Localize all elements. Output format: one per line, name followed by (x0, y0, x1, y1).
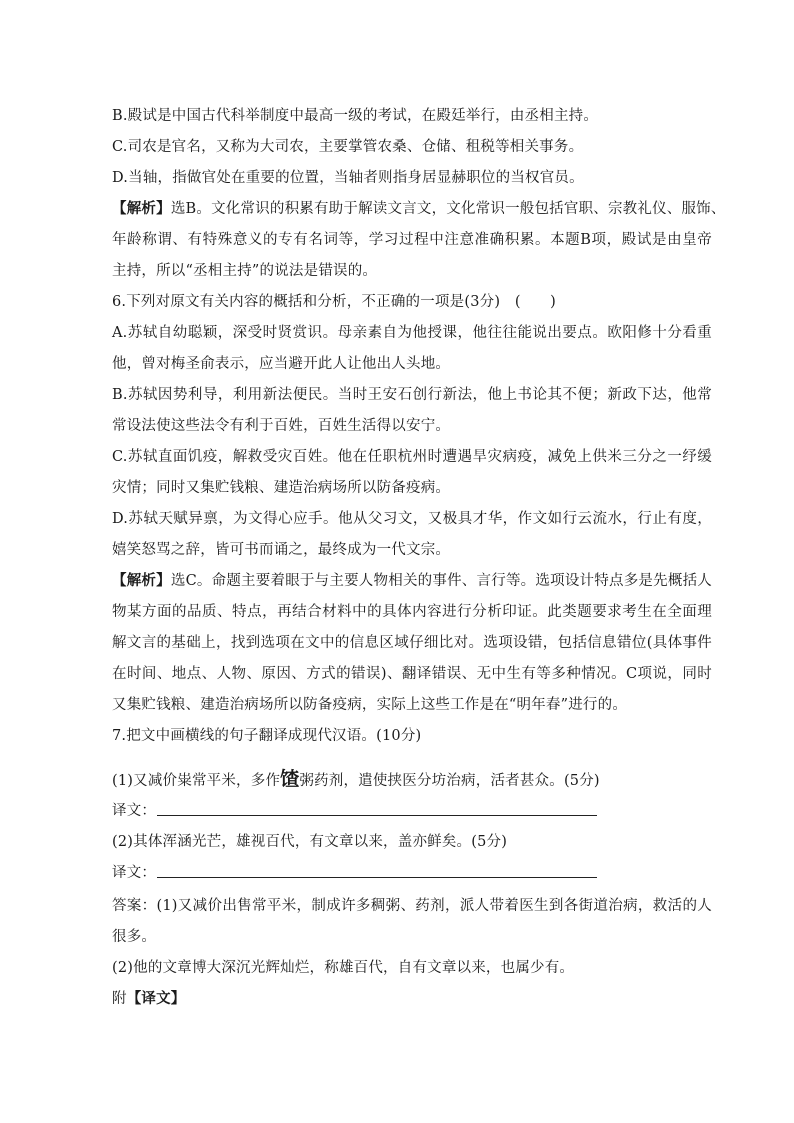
option-d-q5: D.当轴，指做官处在重要的位置，当轴者则指身居显赫职位的当权官员。 (112, 170, 584, 186)
answer-blank-2[interactable] (157, 877, 597, 878)
answer-q7-line3: (2)他的文章博大深沉光辉灿烂，称雄百代，自有文章以来，也属少有。 (112, 960, 575, 976)
option-b-q6-line2: 常设法使这些法令有利于百姓，百姓生活得以安宁。 (112, 418, 451, 434)
option-c-q6-line1: C.苏轼直面饥疫，解救受灾百姓。他在任职杭州时遭遇旱灾病疫，减免上供米三分之一纾缓 (112, 449, 712, 465)
translation-label-1: 译文： (112, 803, 157, 819)
appendix-tag: 【译文】 (126, 990, 186, 1007)
answer-q7-line2: 很多。 (112, 929, 157, 945)
option-b-q5: B.殿试是中国古代科举制度中最高一级的考试，在殿廷举行，由丞相主持。 (112, 108, 599, 124)
analysis-q6-line3: 解文言的基础上，找到选项在文中的信息区域仔细比对。选项设错，包括信息错位(具体事件 (112, 635, 712, 651)
analysis-tag: 【解析】 (112, 572, 171, 589)
analysis-tag: 【解析】 (112, 200, 171, 217)
analysis-q5-line2: 年龄称谓、有特殊意义的专有名词等，学习过程中注意准确积累。本题B项，殿试是由皇帝 (112, 232, 712, 248)
analysis-q6-line4: 在时间、地点、人物、原因、方式的错误)、翻译错误、无中生有等多种情况。C项说，同时 (112, 666, 712, 682)
analysis-q6-line2: 物某方面的品质、特点，再结合材料中的具体内容进行分析印证。此类题要求考生在全面理 (112, 604, 712, 620)
large-character: 馇 (280, 768, 300, 790)
sentence-2: (2)其体浑涵光芒，雄视百代，有文章以来，盖亦鲜矣。(5分) (112, 834, 508, 850)
answer-blank-1[interactable] (157, 815, 597, 816)
answer-q7-line1: 答案：(1)又减价出售常平米，制成许多稠粥、药剂，派人带着医生到各街道治病，救活的人 (112, 898, 712, 914)
question-6-stem: 6.下列对原文有关内容的概括和分析，不正确的一项是(3分) ( ) (112, 294, 556, 310)
option-d-q6-line2: 嬉笑怒骂之辞，皆可书而诵之，最终成为一代文宗。 (112, 542, 451, 558)
translation-label-2: 译文： (112, 865, 157, 881)
option-a-q6-line2: 他，曾对梅圣俞表示，应当避开此人让他出人头地。 (112, 356, 451, 372)
option-a-q6-line1: A.苏轼自幼聪颖，深受时贤赏识。母亲素自为他授课，他往往能说出要点。欧阳修十分看重 (112, 325, 712, 341)
sentence-1: (1)又减价粜常平米，多作馇粥药剂，遣使挟医分坊治病，活者甚众。(5分) (112, 768, 600, 790)
appendix-heading: 附【译文】 (112, 990, 186, 1007)
analysis-q6-line1: 【解析】选C。命题主要着眼于与主要人物相关的事件、言行等。选项设计特点多是先概括人 (112, 572, 712, 589)
question-7-stem: 7.把文中画横线的句子翻译成现代汉语。(10分) (112, 728, 422, 744)
analysis-q5-line3: 主持，所以“丞相主持”的说法是错误的。 (112, 263, 378, 279)
analysis-q5-line1: 【解析】选B。文化常识的积累有助于解读文言文，文化常识一般包括官职、宗教礼仪、服饰、 (112, 200, 726, 217)
option-c-q6-line2: 灾情；同时又集贮钱粮、建造治病场所以防备疫病。 (112, 480, 451, 496)
option-c-q5: C.司农是官名，又称为大司农，主要掌管农桑、仓储、租税等相关事务。 (112, 139, 584, 155)
option-d-q6-line1: D.苏轼天赋异禀，为文得心应手。他从父习文，又极具才华，作文如行云流水，行止有度， (112, 511, 712, 527)
analysis-q6-line5: 又集贮钱粮、建造治病场所以防备疫病，实际上这些工作是在“明年春”进行的。 (112, 697, 628, 713)
option-b-q6-line1: B.苏轼因势利导，利用新法便民。当时王安石创行新法，他上书论其不便；新政下达，他常 (112, 387, 712, 403)
